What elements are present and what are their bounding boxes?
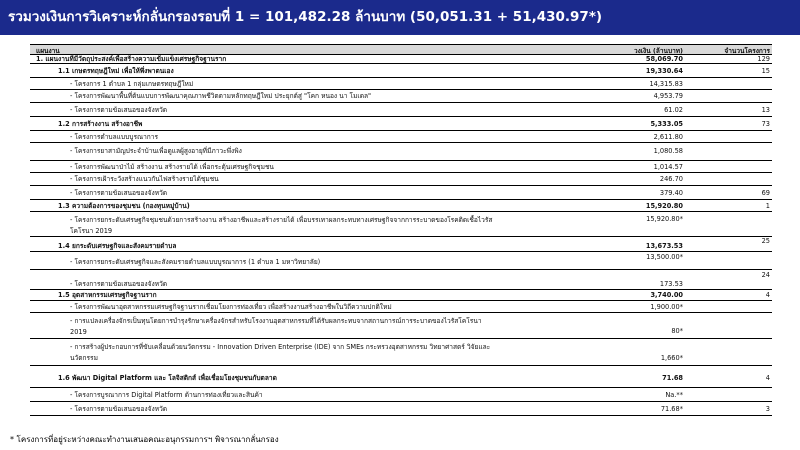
row-count: 4 xyxy=(765,374,770,382)
row-label: - โครงการเฝ้าระวังสร้างแนวกันไฟสร้างรายได้ชุมชน xyxy=(70,175,219,183)
table-row xyxy=(30,64,772,78)
table-row xyxy=(30,186,772,200)
page-title: รวมวงเงินการวิเคราะห์กลั่นกรองรอบที่ 1 = 101,482.28 ล้านบาท (50,051.31 + 51,430.97*) xyxy=(0,0,800,35)
row-amount: 13,500.00* xyxy=(646,253,683,261)
row-label: - โครงการยาสามัญประจำบ้านเพื่อดูแลผู้สูงอายุที่มีภาวะพึ่งพิง xyxy=(70,147,242,155)
row-count: 1 xyxy=(765,202,770,210)
row-amount: 71.68 xyxy=(662,374,683,382)
row-amount: 173.53 xyxy=(659,280,683,288)
row-label: - โครงการตามข้อเสนอของจังหวัด xyxy=(70,106,168,114)
table-row xyxy=(30,237,772,252)
row-amount: 1,660* xyxy=(660,354,683,362)
row-amount: 71.68* xyxy=(660,405,683,413)
table-row xyxy=(30,388,772,402)
table-row xyxy=(30,301,772,313)
row-label: - การแปลงเครื่องจักรเป็นทุนโดยการบำรุงรักษาเครื่องจักรสำหรับโรงงานอุตสาหกรรมที่ได้รับผลกระทบจากสถานการณ์การระบาดของไวรัสโคโรนา 2019 xyxy=(70,317,482,336)
row-label: - โครงการยกระดับเศรษฐกิจชุมชนด้วยการสร้างงาน สร้างอาชีพและสร้างรายได้ เพื่อบรรเทาผลกระทบทางเศรษฐกิจจากการระบาดของโรคติดเชื้อไวรัสโคโรนา 2019 xyxy=(70,216,493,235)
row-count: 15 xyxy=(761,67,770,75)
table-row xyxy=(30,173,772,186)
row-label: 1.1 เกษตรทฤษฎีใหม่ เพื่อให้พึ่งพาตนเอง xyxy=(58,67,174,75)
row-amount: 14,315.83 xyxy=(649,80,683,88)
row-label: - โครงการพัฒนาป่าไม้ สร้างงาน สร้างรายได้ เพื่อกระตุ้นเศรษฐกิจชุมชน xyxy=(70,163,274,171)
table-row xyxy=(30,290,772,301)
row-label: - โครงการบูรณาการ Digital Platform ด้านการท่องเที่ยวและสินค้า xyxy=(70,391,263,399)
row-amount: 2,611.80 xyxy=(653,133,683,141)
budget-table xyxy=(30,44,772,416)
table-row xyxy=(30,78,772,90)
row-amount: 1,900.00* xyxy=(650,303,683,311)
row-amount: 19,330.64 xyxy=(645,67,683,75)
row-amount: 15,920.80 xyxy=(645,202,683,210)
row-count: 4 xyxy=(765,291,770,299)
table-row xyxy=(30,212,772,237)
header-count: จำนวนโครงการ xyxy=(724,47,770,55)
row-amount: Na.** xyxy=(665,391,683,399)
table-header xyxy=(30,44,772,55)
table-row xyxy=(30,117,772,131)
table-row xyxy=(30,200,772,212)
row-count: 3 xyxy=(765,405,770,413)
table-row xyxy=(30,103,772,117)
row-amount: 13,673.53 xyxy=(645,242,683,250)
row-label: 1.3 ความต้องการของชุมชน (กองทุนหมู่บ้าน) xyxy=(58,202,190,210)
row-amount: 246.70 xyxy=(659,175,683,183)
row-count: 13 xyxy=(761,106,770,114)
row-amount: 15,920.80* xyxy=(646,215,683,223)
row-amount: 1,014.57 xyxy=(653,163,683,171)
row-count: 24 xyxy=(761,271,770,279)
row-label: 1.2 การสร้างงาน สร้างอาชีพ xyxy=(58,120,143,128)
row-amount: 1,080.58 xyxy=(653,147,683,155)
row-count: 69 xyxy=(761,189,770,197)
table-row xyxy=(30,55,772,64)
row-label: - โครงการยกระดับเศรษฐกิจและสังคมรายตำบลแบบบูรณาการ (1 ตำบล 1 มหาวิทยาลัย) xyxy=(70,258,321,266)
row-amount: 5,333.05 xyxy=(650,120,683,128)
header-plan: แผนงาน xyxy=(36,47,60,55)
table-row xyxy=(30,252,772,270)
row-label: - โครงการตามข้อเสนอของจังหวัด xyxy=(70,405,168,413)
row-label: - โครงการตามข้อเสนอของจังหวัด xyxy=(70,280,168,288)
row-count: 73 xyxy=(761,120,770,128)
table-row xyxy=(30,161,772,173)
table-row xyxy=(30,143,772,161)
table-row xyxy=(30,313,772,339)
table-row xyxy=(30,270,772,290)
row-amount: 379.40 xyxy=(659,189,683,197)
header-amount: วงเงิน (ล้านบาท) xyxy=(633,47,683,55)
row-label: - โครงการตามข้อเสนอของจังหวัด xyxy=(70,189,168,197)
row-count: 129 xyxy=(757,55,770,63)
table-row xyxy=(30,131,772,143)
footnote: * โครงการที่อยู่ระหว่างคณะทำงานเสนอคณะอนุกรรมการฯ พิจารณากลั่นกรอง xyxy=(10,435,279,444)
row-label: - โครงการพัฒนาอุตสาหกรรมเศรษฐกิจฐานรากเชื่อมโยงการท่องเที่ยว เพื่อสร้างงานสร้างอาชีพในวิถีความปกติใหม่ xyxy=(70,303,392,311)
row-label: - โครงการตำบลแบบบูรณาการ xyxy=(70,133,159,141)
row-label: 1.4 ยกระดับเศรษฐกิจและสังคมรายตำบล xyxy=(58,242,177,250)
row-amount: 80* xyxy=(671,327,683,335)
table-row xyxy=(30,339,772,366)
table-row xyxy=(30,366,772,388)
row-count: 25 xyxy=(761,237,770,245)
row-amount: 4,953.79 xyxy=(653,92,683,100)
row-amount: 3,740.00 xyxy=(650,291,683,299)
table-row xyxy=(30,402,772,416)
row-label: - โครงการ 1 ตำบล 1 กลุ่มเกษตรทฤษฎีใหม่ xyxy=(70,80,194,88)
row-label: - การสร้างผู้ประกอบการที่ขับเคลื่อนด้วยนวัตกรรม - Innovation Driven Enterprise (IDE) จาก SMEs กระทรวงอุตสาหกรรม วิทยาศาสตร์ วิจัยและนวัตกรรม xyxy=(70,343,491,362)
row-amount: 61.02 xyxy=(664,106,683,114)
row-label: 1. แผนงานที่มีวัตถุประสงค์เพื่อสร้างความเข้มแข็งเศรษฐกิจฐานราก xyxy=(36,55,227,63)
row-amount: 58,069.70 xyxy=(645,55,683,63)
table-row xyxy=(30,90,772,103)
row-label: 1.6 พัฒนา Digital Platform และ โลจิสติกส์ เพื่อเชื่อมโยงชุมชนกับตลาด xyxy=(58,374,277,382)
row-label: - โครงการพัฒนาพื้นที่ต้นแบบการพัฒนาคุณภาพชีวิตตามหลักทฤษฎีใหม่ ประยุกต์สู่ "โคก หนอง นา โมเดล" xyxy=(70,92,372,100)
row-label: 1.5 อุตสาหกรรมเศรษฐกิจฐานราก xyxy=(58,291,157,299)
